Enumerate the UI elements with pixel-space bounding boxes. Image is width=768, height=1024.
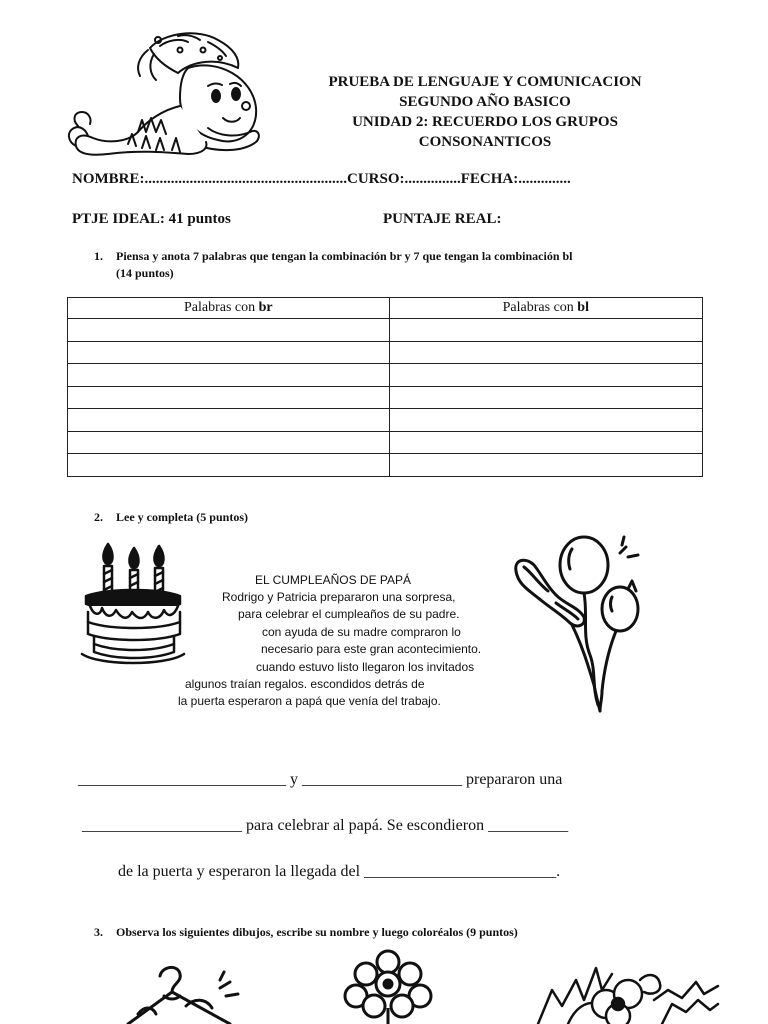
story-line-5: cuando estuvo listo llegaron los invitados (256, 660, 475, 674)
table-row (68, 454, 703, 477)
header-bl-prefix: Palabras con (502, 300, 578, 315)
title-line-1: PRUEBA DE LENGUAJE Y COMUNICACION (328, 74, 642, 90)
child-illustration (68, 28, 268, 168)
fill-line-1[interactable]: __________________________ y ____________________ prepararon una (78, 771, 563, 788)
worksheet-title (260, 72, 710, 152)
story-line-2: para celebrar el cumpleaños de su padre. (238, 607, 460, 621)
answer-cell-bl[interactable] (389, 319, 702, 342)
question-3-number: 3. (94, 925, 103, 939)
words-table (67, 297, 703, 477)
story-line-1: Rodrigo y Patricia prepararon una sorpresa, (222, 590, 456, 604)
answer-cell-br[interactable] (68, 341, 390, 364)
balloons-illustration (512, 535, 648, 713)
title-line-4: CONSONANTICOS (418, 134, 552, 150)
score-ideal: PTJE IDEAL: 41 puntos (72, 211, 231, 227)
header-br (68, 298, 390, 319)
story-line-3: con ayuda de su madre compraron lo (262, 625, 461, 639)
question-3-text: Observa los siguientes dibujos, escribe su nombre y luego coloréalos (9 puntos) (116, 925, 518, 939)
question-2-number: 2. (94, 510, 103, 524)
header-bl (389, 298, 702, 319)
table-header-row (68, 298, 703, 319)
table-row (68, 386, 703, 409)
table-row (68, 409, 703, 432)
answer-cell-br[interactable] (68, 319, 390, 342)
answer-cell-br[interactable] (68, 364, 390, 387)
title-line-3: UNIDAD 2: RECUERDO LOS GRUPOS (352, 114, 618, 130)
story-title: EL CUMPLEAÑOS DE PAPÁ (255, 573, 412, 587)
story-line-6: algunos traían regalos. escondidos detrás de (185, 677, 425, 691)
question-1-text (116, 248, 573, 282)
fill-line-3[interactable]: de la puerta y esperaron la llegada del ________________________. (118, 863, 561, 880)
question-1-number: 1. (94, 249, 103, 263)
table-row (68, 364, 703, 387)
answer-cell-bl[interactable] (389, 409, 702, 432)
table-row (68, 341, 703, 364)
story-line-7: la puerta esperaron a papá que venía del trabajo. (178, 694, 441, 708)
answer-cell-bl[interactable] (389, 454, 702, 477)
fill-line-2[interactable]: ____________________ para celebrar al papá. Se escondieron __________ (82, 817, 569, 834)
student-info-line: NOMBRE:......................................................CURSO:...............FECHA:.............. (72, 171, 571, 187)
answer-cell-bl[interactable] (389, 364, 702, 387)
header-bl-bold: bl (577, 300, 589, 315)
table-row (68, 431, 703, 454)
header-br-bold: br (258, 300, 273, 315)
answer-cell-bl[interactable] (389, 386, 702, 409)
answer-cell-br[interactable] (68, 386, 390, 409)
story-line-4: necesario para este gran acontecimiento. (261, 642, 482, 656)
answer-cell-br[interactable] (68, 431, 390, 454)
drawing-1-illustration (120, 962, 250, 1024)
answer-cell-bl[interactable] (389, 341, 702, 364)
answer-cell-bl[interactable] (389, 431, 702, 454)
question-1-line-2: (14 puntos) (116, 266, 174, 280)
drawing-2-illustration (340, 948, 436, 1024)
drawing-3-illustration (532, 960, 718, 1024)
question-2-text: Lee y completa (5 puntos) (116, 510, 248, 524)
birthday-cake-illustration (80, 542, 186, 666)
answer-cell-br[interactable] (68, 454, 390, 477)
score-real: PUNTAJE REAL: (383, 211, 502, 227)
table-row (68, 319, 703, 342)
header-br-prefix: Palabras con (183, 300, 259, 315)
title-line-2: SEGUNDO AÑO BASICO (399, 94, 571, 110)
answer-cell-br[interactable] (68, 409, 390, 432)
question-1-line-1: Piensa y anota 7 palabras que tengan la combinación br y 7 que tengan la combinación bl (116, 249, 573, 263)
